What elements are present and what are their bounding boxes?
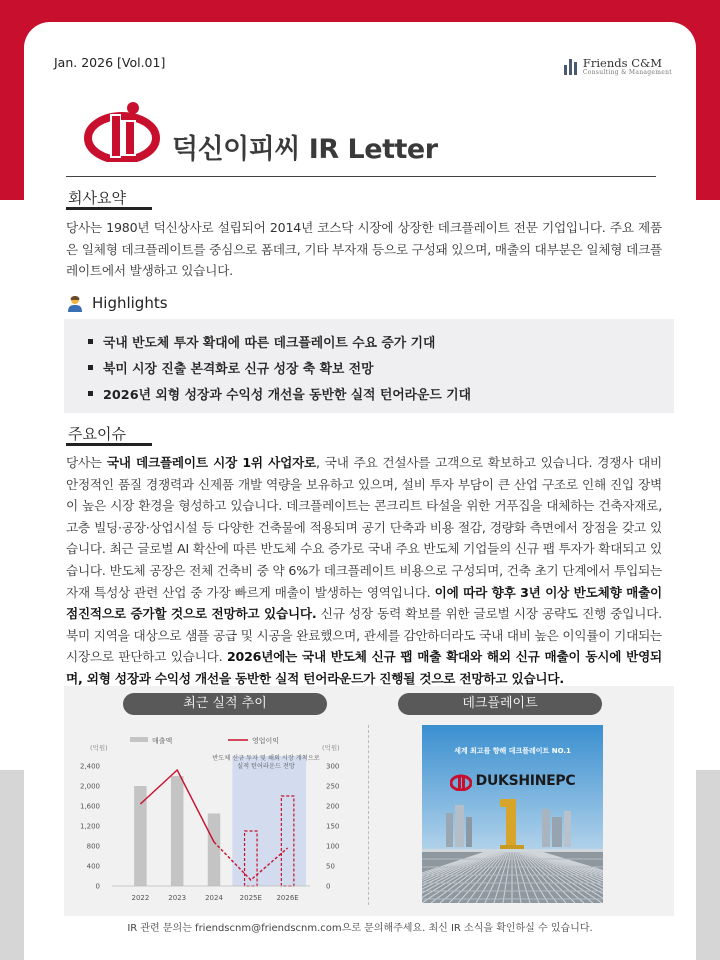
page-title: 덕신이피씨 IR Letter — [172, 134, 438, 165]
y2-axis-unit: (억원) — [322, 744, 340, 752]
highlight-text: 국내 반도체 투자 확대에 따른 데크플레이트 수요 증가 기대 — [103, 336, 436, 351]
title-divider — [66, 176, 656, 177]
highlight-text: 2026년 외형 성장과 수익성 개선을 동반한 실적 턴어라운드 기대 — [103, 388, 471, 403]
highlight-item — [88, 332, 435, 351]
highlight-item — [88, 358, 374, 377]
highlights-title: Highlights — [92, 294, 168, 312]
y-tick-label: 800 — [86, 842, 100, 851]
y-tick-label: 400 — [86, 862, 100, 871]
highlight-text: 북미 시장 진출 본격화로 신규 성장 축 확보 전망 — [103, 362, 374, 377]
x-tick-label: 2024 — [205, 894, 223, 902]
footer-contact: IR 관련 문의는 friendscnm@friendscnm.com으로 문의해주세요. 최신 IR 소식을 확인하실 수 있습니다. — [127, 923, 593, 934]
estimate-highlight-area — [232, 756, 306, 886]
bullet-icon — [88, 365, 93, 370]
legend-swatch-revenue — [130, 737, 148, 742]
y-tick-label: 1,200 — [79, 822, 100, 831]
product-brand — [424, 766, 601, 796]
highlights-heading — [66, 294, 168, 312]
y2-tick-label: 200 — [326, 802, 340, 811]
company-summary-text: 당사는 1980년 덕신상사로 설립되어 2014년 코스닥 시장에 상장한 데크플레이트 전문 기업입니다. 주요 제품은 일체형 데크플레이트를 중심으로 폼데크, 기타 부자재 등으로 구성돼 있으며, 매출의 대부분은 일체형 데크플레이트에서 발생하고 있습니다. — [66, 220, 662, 279]
bullet-icon — [88, 339, 93, 344]
brand-logo — [564, 57, 672, 77]
performance-chart — [78, 722, 350, 912]
y-tick-label: 1,600 — [79, 802, 100, 811]
y2-tick-label: 50 — [326, 862, 335, 871]
y2-tick-label: 150 — [326, 822, 340, 831]
x-tick-label: 2023 — [168, 894, 187, 902]
brand-mark-icon — [564, 59, 577, 75]
section-underline — [66, 443, 152, 446]
y2-tick-label: 300 — [326, 762, 340, 771]
key-issues-text: 당사는 국내 데크플레이트 시장 1위 사업자로, 국내 주요 건설사를 고객으로 확보하고 있습니다. 경쟁사 대비 안정적인 품질 경쟁력과 신제품 개발 역량을 보유하고 있으며, 설비 투자 부담이 큰 산업 구조로 인해 진입 장벽이 높은 시장 환경을 형성하고 있습니다. 데크플레이트는 콘크리트 타설을 위한 거푸집을 대체하는 건축자재로, 고층 빌딩·공장·상업시설 등 다양한 건축물에 적용되며 공기 단축과 비용 절감, 경량화 측면에서 장점을 갖고 있습니다. 최근 글로벌 AI 확산에 따른 반도체 수요 증가로 국내 주요 반도체 기업들의 신규 팹 투자가 확대되고 있습니다. 반도체 공장은 전체 건축비 중 약 6%가 데크플레이트 비용으로 구성되며, 건축 초기 단계에서 투입되는 자재 특성상 관련 산업 중 가장 빠르게 매출이 발생하는 영역입니다. 이에 따라 향후 3년 이상 반도체향 매출이 점진적으로 증가할 것으로 전망하고 있습니다. 신규 성장 동력 확보를 위한 글로벌 시장 공략도 진행 중입니다. 북미 지역을 대상으로 샘플 공급 및 시공을 완료했으며, 관세를 감안하더라도 국내 대비 높은 이익률이 기대되는 시장으로 판단하고 있습니다. 2026년에는 국내 반도체 신규 팹 매출 확대와 해외 신규 매출이 동시에 반영되며, 외형 성장과 수익성 개선을 동반한 실적 턴어라운드가 진행될 것으로 전망하고 있습니다. — [66, 455, 663, 686]
section-underline — [66, 207, 152, 210]
bullet-icon — [88, 391, 93, 396]
product-section-pill: 데크플레이트 — [398, 693, 602, 715]
y-tick-label: 2,000 — [79, 782, 100, 791]
x-tick-label: 2022 — [131, 894, 150, 902]
x-tick-label: 2025E — [239, 894, 262, 902]
section-heading-issues: 주요이슈 — [68, 425, 126, 443]
revenue-bar — [208, 814, 221, 887]
product-tagline: 세계 최고를 향해 데크플레이트 NO.1 — [454, 747, 571, 755]
highlight-item — [88, 384, 471, 403]
section-heading-summary: 회사요약 — [68, 189, 126, 207]
y2-tick-label: 100 — [326, 842, 340, 851]
section-divider — [368, 725, 369, 905]
chart-annotation: 실적 턴어라운드 전망 — [237, 763, 295, 770]
y-tick-label: 0 — [95, 882, 100, 891]
issue-date: Jan. 2026 [Vol.01] — [54, 55, 166, 70]
brand-name: Friends C&M — [582, 56, 663, 70]
y2-tick-label: 250 — [326, 782, 340, 791]
chart-section-pill: 최근 실적 추이 — [123, 693, 327, 715]
product-brand-text: DUKSHINEPC — [475, 773, 576, 789]
brand-tagline: Consulting & Management — [582, 69, 672, 76]
revenue-bar — [171, 776, 184, 886]
legend-label-operating-profit: 영업이익 — [252, 737, 280, 745]
person-icon — [66, 294, 84, 312]
y2-tick-label: 0 — [326, 882, 331, 891]
y-tick-label: 2,400 — [79, 762, 100, 771]
brand-logo-icon — [450, 771, 472, 791]
legend-label-revenue: 매출액 — [152, 737, 173, 745]
chart-annotation: 반도체 신규 투자 및 해외 시장 개척으로 — [212, 755, 320, 762]
company-logo-icon — [84, 100, 160, 162]
revenue-bar — [134, 786, 147, 886]
y-axis-unit: (억원) — [90, 744, 108, 752]
x-tick-label: 2026E — [276, 894, 299, 902]
